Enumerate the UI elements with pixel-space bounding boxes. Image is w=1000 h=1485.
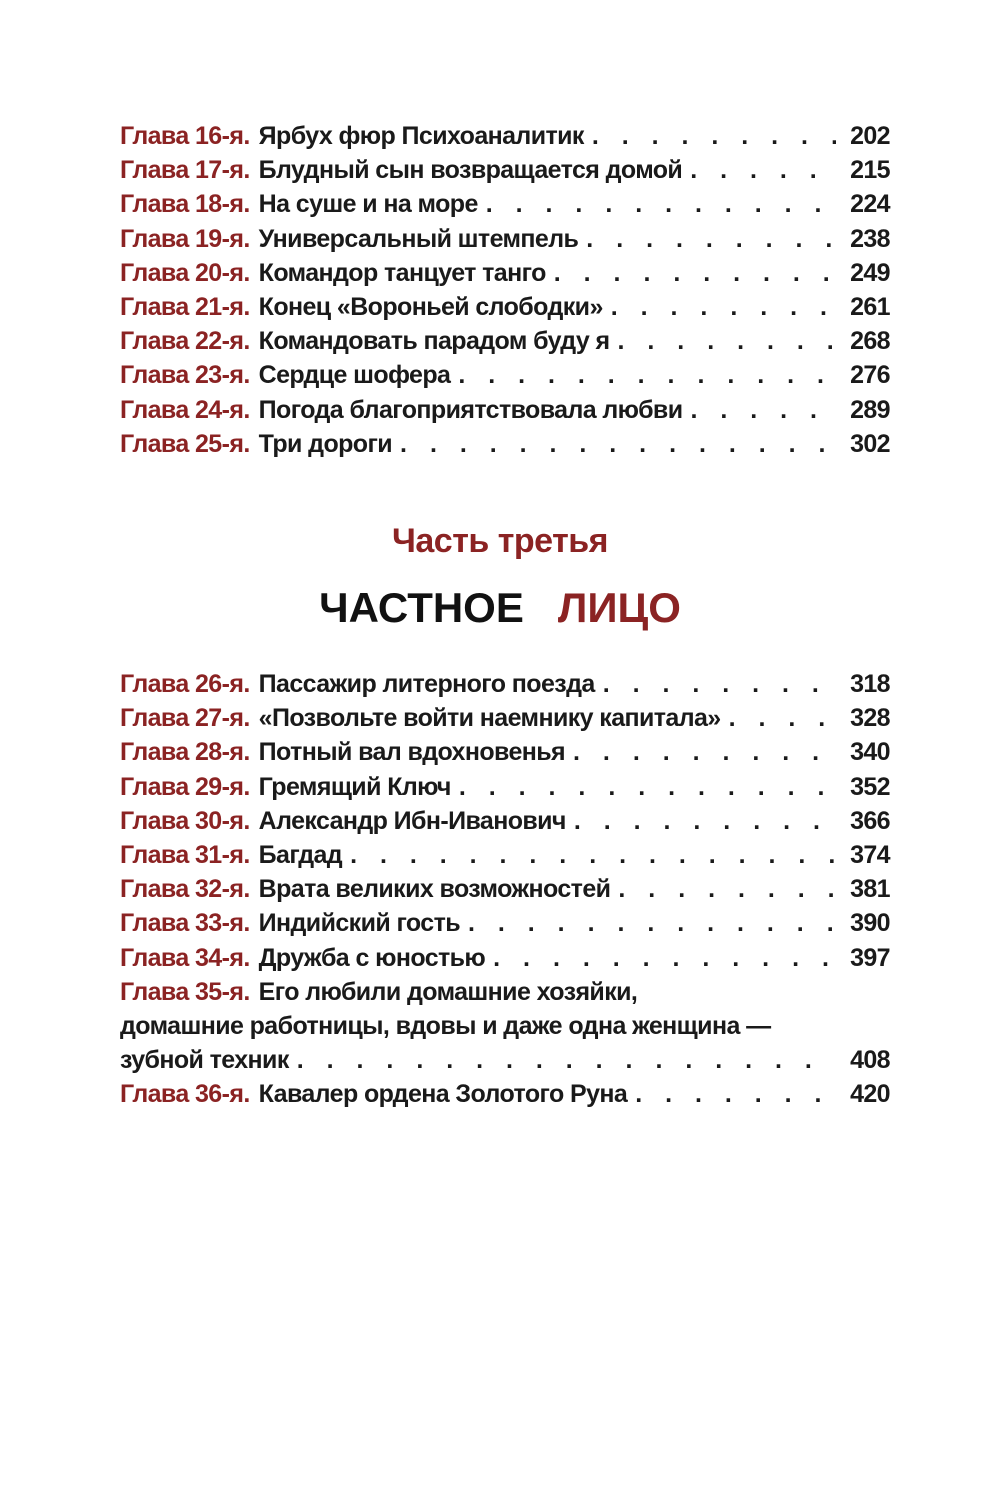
page-number: 249: [850, 258, 890, 287]
dot-leader: [458, 361, 836, 390]
chapter-title: Пассажир литерного поезда: [258, 670, 595, 698]
toc-entry[interactable]: [120, 361, 890, 395]
page-number: 374: [850, 840, 890, 869]
toc-entry[interactable]: [120, 1080, 890, 1114]
chapter-title: Багдад: [258, 840, 343, 869]
dot-leader: [729, 704, 836, 733]
page-number: 202: [850, 122, 890, 150]
page-number: 381: [850, 875, 890, 904]
toc-entry[interactable]: [120, 944, 890, 978]
toc-entry-multiline-start[interactable]: [120, 978, 890, 1012]
chapter-title: «Позвольте войти наемнику капитала»: [258, 704, 721, 733]
part-title-word-2: ЛИЦО: [557, 584, 681, 631]
toc-entry[interactable]: [120, 875, 890, 909]
page-number: 224: [850, 190, 890, 219]
chapter-title-line-2: домашние работницы, вдовы и даже одна женщина —: [120, 1011, 771, 1040]
chapter-title-line-3: зубной техник: [120, 1046, 289, 1075]
chapter-number: Глава 32-я.: [120, 875, 250, 904]
chapter-title: На суше и на море: [258, 190, 478, 219]
chapter-title: Индийский гость: [258, 909, 460, 938]
chapter-title: Александр Ибн-Иванович: [258, 806, 566, 835]
chapter-number: Глава 24-я.: [120, 395, 250, 424]
page-number: 397: [850, 943, 890, 972]
dot-leader: [573, 738, 836, 767]
chapter-title: Погода благоприятствовала любви: [258, 395, 683, 424]
page-number: 268: [850, 327, 890, 356]
toc-entry[interactable]: [120, 704, 890, 738]
toc-entry[interactable]: [120, 738, 890, 772]
chapter-number: Глава 19-я.: [120, 224, 250, 253]
page-number: 289: [850, 395, 890, 424]
dot-leader: [603, 670, 836, 699]
page-number: 261: [850, 292, 890, 321]
dot-leader: [635, 1080, 836, 1109]
toc-entry[interactable]: [120, 670, 890, 704]
chapter-title: Три дороги: [258, 429, 393, 458]
chapter-title: Блудный сын возвращается домой: [258, 156, 683, 185]
chapter-number: Глава 18-я.: [120, 190, 250, 219]
chapter-title: Кавалер ордена Золотого Руна: [258, 1080, 628, 1109]
chapter-number: Глава 22-я.: [120, 327, 250, 356]
dot-leader: [350, 841, 836, 870]
toc-entry[interactable]: [120, 293, 890, 327]
dot-leader: [486, 190, 836, 219]
page-number: 408: [850, 1046, 890, 1075]
chapter-number: Глава 25-я.: [120, 429, 250, 458]
dot-leader: [592, 122, 836, 151]
chapter-title: Ярбух фюр Психоаналитик: [258, 122, 584, 150]
chapter-number: Глава 21-я.: [120, 292, 250, 321]
toc-entry-continuation[interactable]: [120, 1012, 890, 1046]
dot-leader: [459, 773, 836, 802]
toc-part-three: [120, 670, 890, 1114]
dot-leader: [690, 156, 836, 185]
chapter-title: Командор танцует танго: [258, 258, 546, 287]
page-number: 340: [850, 738, 890, 767]
toc-entry[interactable]: [120, 259, 890, 293]
toc-entry[interactable]: [120, 156, 890, 190]
chapter-title: Сердце шофера: [258, 361, 451, 390]
dot-leader: [690, 396, 836, 425]
chapter-number: Глава 16-я.: [120, 122, 250, 150]
page-number: 215: [850, 156, 890, 185]
chapter-title: Универсальный штемпель: [258, 224, 579, 253]
dot-leader: [586, 225, 836, 254]
chapter-number: Глава 20-я.: [120, 258, 250, 287]
page-number: 328: [850, 704, 890, 733]
chapter-number: Глава 26-я.: [120, 670, 250, 698]
dot-leader: [554, 259, 836, 288]
toc-entry[interactable]: [120, 807, 890, 841]
chapter-title: Командовать парадом буду я: [258, 327, 610, 356]
chapter-number: Глава 17-я.: [120, 156, 250, 185]
part-title-word-1: ЧАСТНОЕ: [319, 584, 524, 631]
toc-entry[interactable]: [120, 122, 890, 156]
page-number: 238: [850, 224, 890, 253]
chapter-title-line-1: Его любили домашние хозяйки,: [258, 977, 638, 1006]
toc-entry[interactable]: [120, 396, 890, 430]
chapter-number: Глава 27-я.: [120, 704, 250, 733]
chapter-number: Глава 33-я.: [120, 909, 250, 938]
chapter-title: Конец «Вороньей слободки»: [258, 292, 603, 321]
toc-entry[interactable]: [120, 190, 890, 224]
toc-part-two-continued: [120, 122, 890, 464]
dot-leader: [618, 875, 836, 904]
dot-leader: [574, 807, 836, 836]
chapter-number: Глава 28-я.: [120, 738, 250, 767]
part-label: Часть третья: [392, 522, 608, 560]
dot-leader: [493, 944, 836, 973]
dot-leader: [611, 293, 836, 322]
dot-leader: [297, 1046, 836, 1075]
chapter-title: Потный вал вдохновенья: [258, 738, 566, 767]
toc-entry[interactable]: [120, 909, 890, 943]
chapter-number: Глава 34-я.: [120, 943, 250, 972]
page-number: 352: [850, 772, 890, 801]
toc-entry-continuation[interactable]: [120, 1046, 890, 1080]
dot-leader: [400, 430, 836, 459]
chapter-number: Глава 23-я.: [120, 361, 250, 390]
chapter-number: Глава 29-я.: [120, 772, 250, 801]
chapter-number: Глава 30-я.: [120, 806, 250, 835]
part-title: [0, 584, 1000, 632]
toc-entry[interactable]: [120, 430, 890, 464]
page-number: 390: [850, 909, 890, 938]
page-number: 302: [850, 429, 890, 458]
chapter-title: Дружба с юностью: [258, 943, 486, 972]
page-number: 366: [850, 806, 890, 835]
chapter-number: Глава 31-я.: [120, 840, 250, 869]
chapter-title: Гремящий Ключ: [258, 772, 451, 801]
dot-leader: [468, 909, 836, 938]
toc-entry[interactable]: [120, 773, 890, 807]
page-number: 276: [850, 361, 890, 390]
chapter-title: Врата великих возможностей: [258, 875, 611, 904]
dot-leader: [618, 327, 836, 356]
page-number: 420: [850, 1080, 890, 1109]
chapter-number: Глава 36-я.: [120, 1080, 250, 1109]
page-number: 318: [850, 670, 890, 698]
toc-entry[interactable]: [120, 225, 890, 259]
toc-entry[interactable]: [120, 327, 890, 361]
chapter-number: Глава 35-я.: [120, 977, 250, 1006]
toc-entry[interactable]: [120, 841, 890, 875]
